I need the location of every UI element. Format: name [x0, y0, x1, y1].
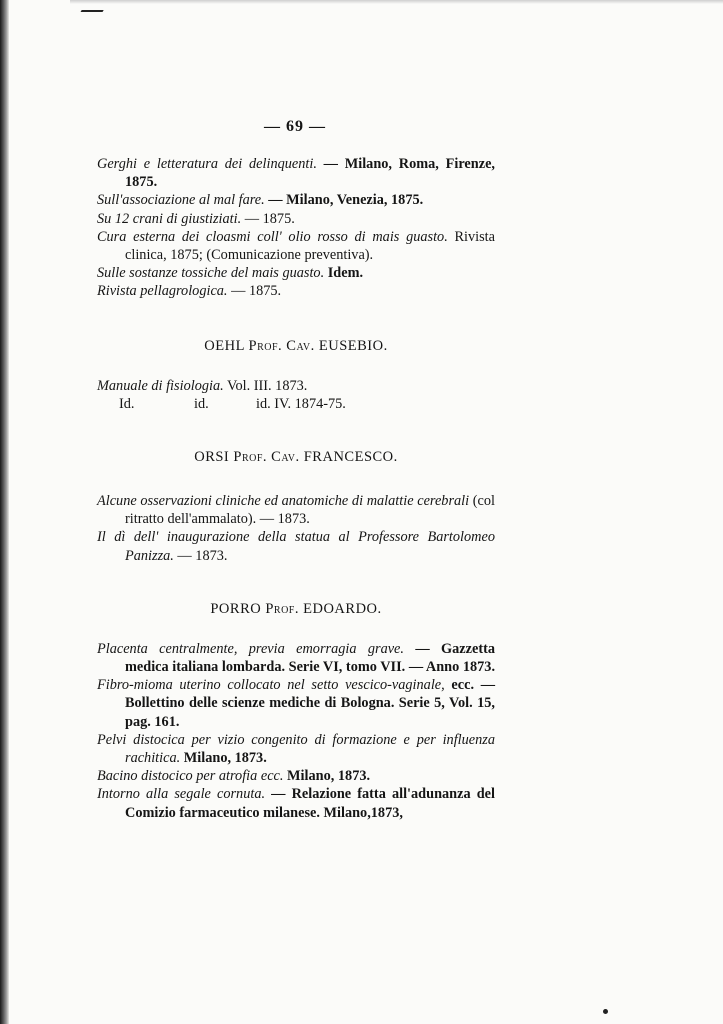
ditto-id: Id. — [119, 395, 135, 412]
author-title: Prof. — [265, 600, 299, 617]
entry-detail: — 1873. — [173, 547, 228, 564]
author-title: Prof. Cav. — [233, 449, 300, 466]
entry-detail: — Milano, Roma, Firenze, 1875. — [125, 156, 495, 191]
list-item — [97, 282, 495, 300]
list-item — [97, 640, 495, 676]
author-name: FRANCESCO. — [299, 449, 398, 466]
bibliography-content — [97, 155, 495, 822]
entry-title: Il dì dell' inaugurazione della statua al Professore Bartolomeo Panizza. — [97, 529, 495, 564]
list-item — [97, 731, 495, 767]
entry-detail: Milano, 1873. — [180, 750, 267, 767]
entry-title: Pelvi distocica per vizio congenito di formazione e per influenza rachitica. — [97, 731, 495, 767]
entry-title: Bacino distocico per atrofia ecc. — [97, 768, 284, 785]
entry-title: Su 12 crani di giustiziati. — [97, 210, 242, 227]
ink-dot — [603, 1009, 608, 1014]
entry-detail: — Milano, Venezia, 1875. — [264, 192, 424, 209]
entry-detail: — Gazzetta medica italiana lombarda. Serie VI, tomo VII. — Anno 1873. — [125, 640, 496, 676]
author-name: EDOARDO. — [299, 600, 382, 617]
entry-title: Alcune osservazioni cliniche ed anatomiche di malattie cerebrali — [97, 493, 470, 510]
author-title: Prof. Cav. — [248, 337, 315, 354]
list-item — [97, 155, 495, 191]
page-top-edge — [70, 0, 723, 4]
author-surname: PORRO — [210, 600, 266, 617]
entry-title: Sull'associazione al mal fare. — [97, 192, 265, 209]
entry-detail: Vol. III. 1873. — [223, 377, 308, 394]
list-item — [97, 395, 495, 413]
entry-detail: — 1875. — [241, 210, 295, 227]
entry-title: Cura esterna dei cloasmi coll' olio rosso di mais guasto. — [97, 228, 448, 245]
entry-title: Manuale di fisiologia. — [97, 377, 224, 394]
list-item — [97, 210, 495, 228]
entry-title: Fibro-mioma uterino collocato nel setto vescico-vaginale, — [97, 677, 445, 694]
list-item — [97, 191, 495, 209]
author-name: EUSEBIO. — [314, 337, 388, 354]
entry-title: Rivista pellagrologica. — [97, 283, 228, 300]
entry-detail: id. IV. 1874-75. — [256, 395, 346, 412]
list-item — [97, 528, 495, 564]
list-item — [97, 676, 495, 731]
page-number: — 69 — — [264, 118, 326, 135]
ink-mark — [81, 0, 110, 12]
author-heading-orsi — [97, 449, 495, 466]
list-item — [97, 492, 495, 528]
entry-detail: Rivista clinica, 1875; (Comunicazione preventiva). — [125, 228, 495, 264]
list-item — [97, 264, 495, 282]
list-item — [97, 228, 495, 264]
list-item — [97, 377, 495, 395]
entry-detail: ecc. — Bollettino delle scienze mediche di Bologna. Serie 5, Vol. 15, pag. 161. — [125, 677, 496, 730]
entry-title: Gerghi e letteratura dei delinquenti. — [97, 156, 317, 172]
entry-title: Placenta centralmente, previa emorragia grave. — [97, 640, 404, 657]
entry-title: Sulle sostanze tossiche del mais guasto. — [97, 265, 325, 282]
entry-title: Intorno alla segale cornuta. — [97, 786, 266, 803]
entry-detail: — Relazione fatta all'adunanza del Comizio farmaceutico milanese. Milano,1873, — [125, 786, 495, 821]
entry-detail: Idem. — [324, 265, 364, 282]
entry-detail: — 1875. — [227, 283, 282, 300]
author-heading-oehl — [97, 338, 495, 355]
entry-detail: Milano, 1873. — [283, 768, 371, 785]
list-item — [97, 767, 495, 785]
list-item — [97, 785, 495, 821]
author-surname: ORSI — [194, 449, 234, 466]
ditto-id: id. — [194, 395, 209, 412]
entry-detail: (col ritratto dell'ammalato). — 1873. — [125, 493, 495, 528]
author-surname: OEHL — [204, 337, 249, 354]
author-heading-porro — [97, 601, 495, 618]
book-spine-shadow — [0, 0, 9, 1024]
